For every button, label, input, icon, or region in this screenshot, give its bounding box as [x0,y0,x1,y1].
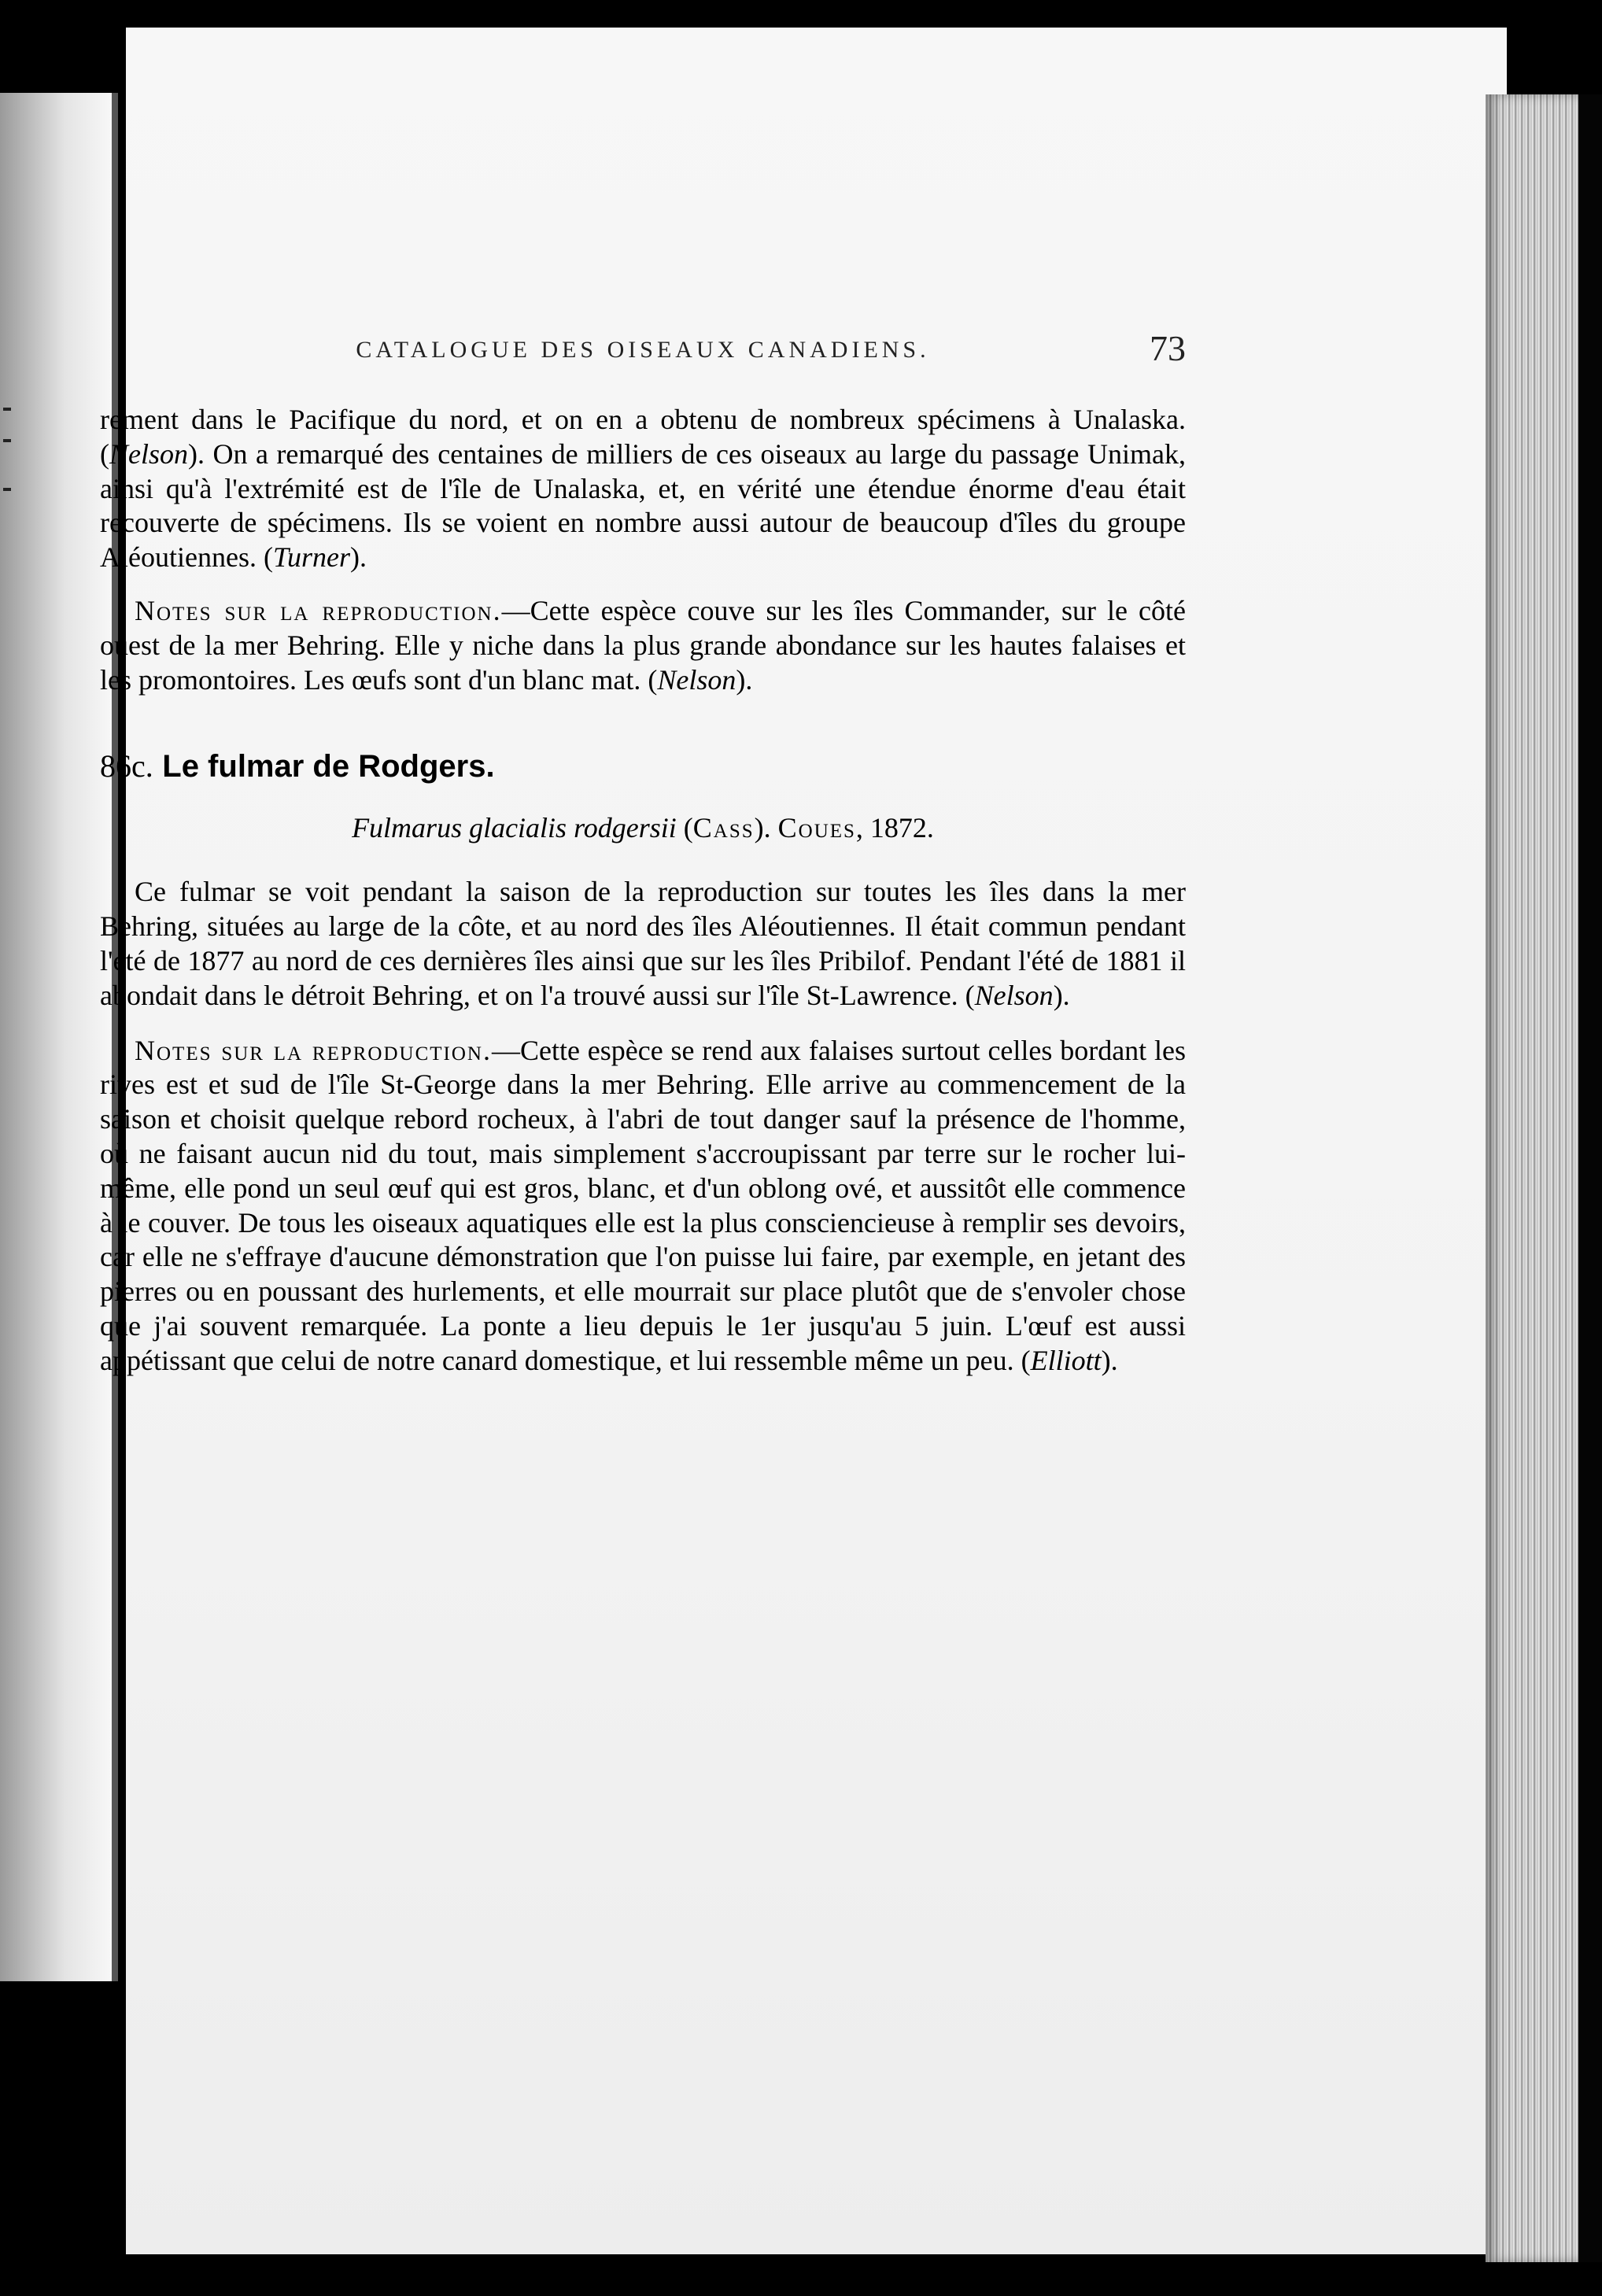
text: ( [683,812,693,844]
scientific-name: Fulmarus glacialis rodgersii [352,812,677,844]
running-title: CATALOGUE DES OISEAUX CANADIENS. [356,337,930,363]
species-description [100,875,1186,1013]
facing-page-mark [3,488,11,491]
page-text [100,403,1186,1379]
citation: Elliott [1030,1344,1102,1376]
background-shadow [1578,94,1602,2262]
page-stack-edge [1486,94,1578,2262]
authority: Cass [692,812,755,844]
scientific-name-line [100,810,1186,845]
reproduction-notes [100,1034,1186,1379]
reproduction-notes [100,594,1186,697]
year: , 1872. [855,812,934,844]
text: —Cette espèce se rend aux falaises surtout celles bordant les rives est et sud de l'île St-George dans la mer Behring. Elle arrive au commencement de la saison et choisit quelque rebord rocheux, à l'abri de tout danger sauf la présence de l'homme, où ne faisant aucun nid du tout, mais simplement s'accroupissant par terre sur le rocher lui-même, elle pond un seul œuf qui est gros, blanc, et d'un oblong ové, et aussitôt elle commence à le couver. De tous les oiseaux aquatiques elle est la plus consciencieuse à remplir ses devoirs, car elle ne s'effraye d'aucune démonstration que l'on puisse lui faire, par exemple, en jetant des pierres ou en poussant des hurlements, et elle mourrait sur place plutôt que de s'envoler chose que j'ai souvent remarquée. La ponte a lieu depuis le 1er jusqu'au 5 juin. L'œuf est aussi appétissant que celui de notre canard domestique, et lui ressemble même un peu. ( [100,1034,1186,1376]
facing-page-mark [3,439,11,442]
page-number: 73 [1150,328,1186,368]
citation: Nelson [657,663,736,696]
citation: Nelson [109,437,189,470]
text: ). [1053,979,1070,1011]
text: ). [754,812,778,844]
species-heading [100,741,1186,790]
paragraph-continuation [100,403,1186,575]
text: rement dans le Pacifique du nord, et on en a obtenu de nombreux spécimens à Unalaska. ( [100,404,1186,470]
species-title: Le fulmar de Rodgers. [162,749,495,784]
text: ). On a remarqué des centaines de milliers de ces oiseaux au large du passage Unimak, ainsi qu'à l'extrémité est de l'île de Unalaska, et, en vérité une étendue énorme d'eau était recouverte de spécimens. Ils se voient en nombre aussi autour de beaucoup d'îles du groupe Aléoutiennes. ( [100,437,1186,574]
facing-page-mark [3,408,11,411]
authority: Coues [777,812,856,844]
species-number: 86c. [100,748,153,784]
notes-label: Notes sur la reproduction. [135,1034,492,1066]
running-head [100,328,1186,376]
text: ). [349,541,367,574]
citation: Nelson [974,979,1054,1011]
text: —Cette espèce couve sur les îles Commander, sur le côté ouest de la mer Behring. Elle y niche dans la plus grande abondance sur les hautes falaises et les promontoires. Les œufs sont d'un blanc mat. ( [100,594,1186,696]
text: Ce fulmar se voit pendant la saison de la reproduction sur toutes les îles dans la mer Behring, situées au large de la côte, et au nord des îles Aléoutiennes. Il était commun pendant l'été de 1877 au nord de ces dernières îles ainsi que sur les îles Pribilof. Pendant l'été de 1881 il abondait dans le détroit Behring, et on l'a trouvé aussi sur l'île St-Lawrence. ( [100,876,1186,1011]
citation: Turner [272,541,350,574]
notes-label: Notes sur la reproduction. [135,594,502,626]
text: ). [736,663,753,696]
text: ). [1101,1344,1118,1376]
